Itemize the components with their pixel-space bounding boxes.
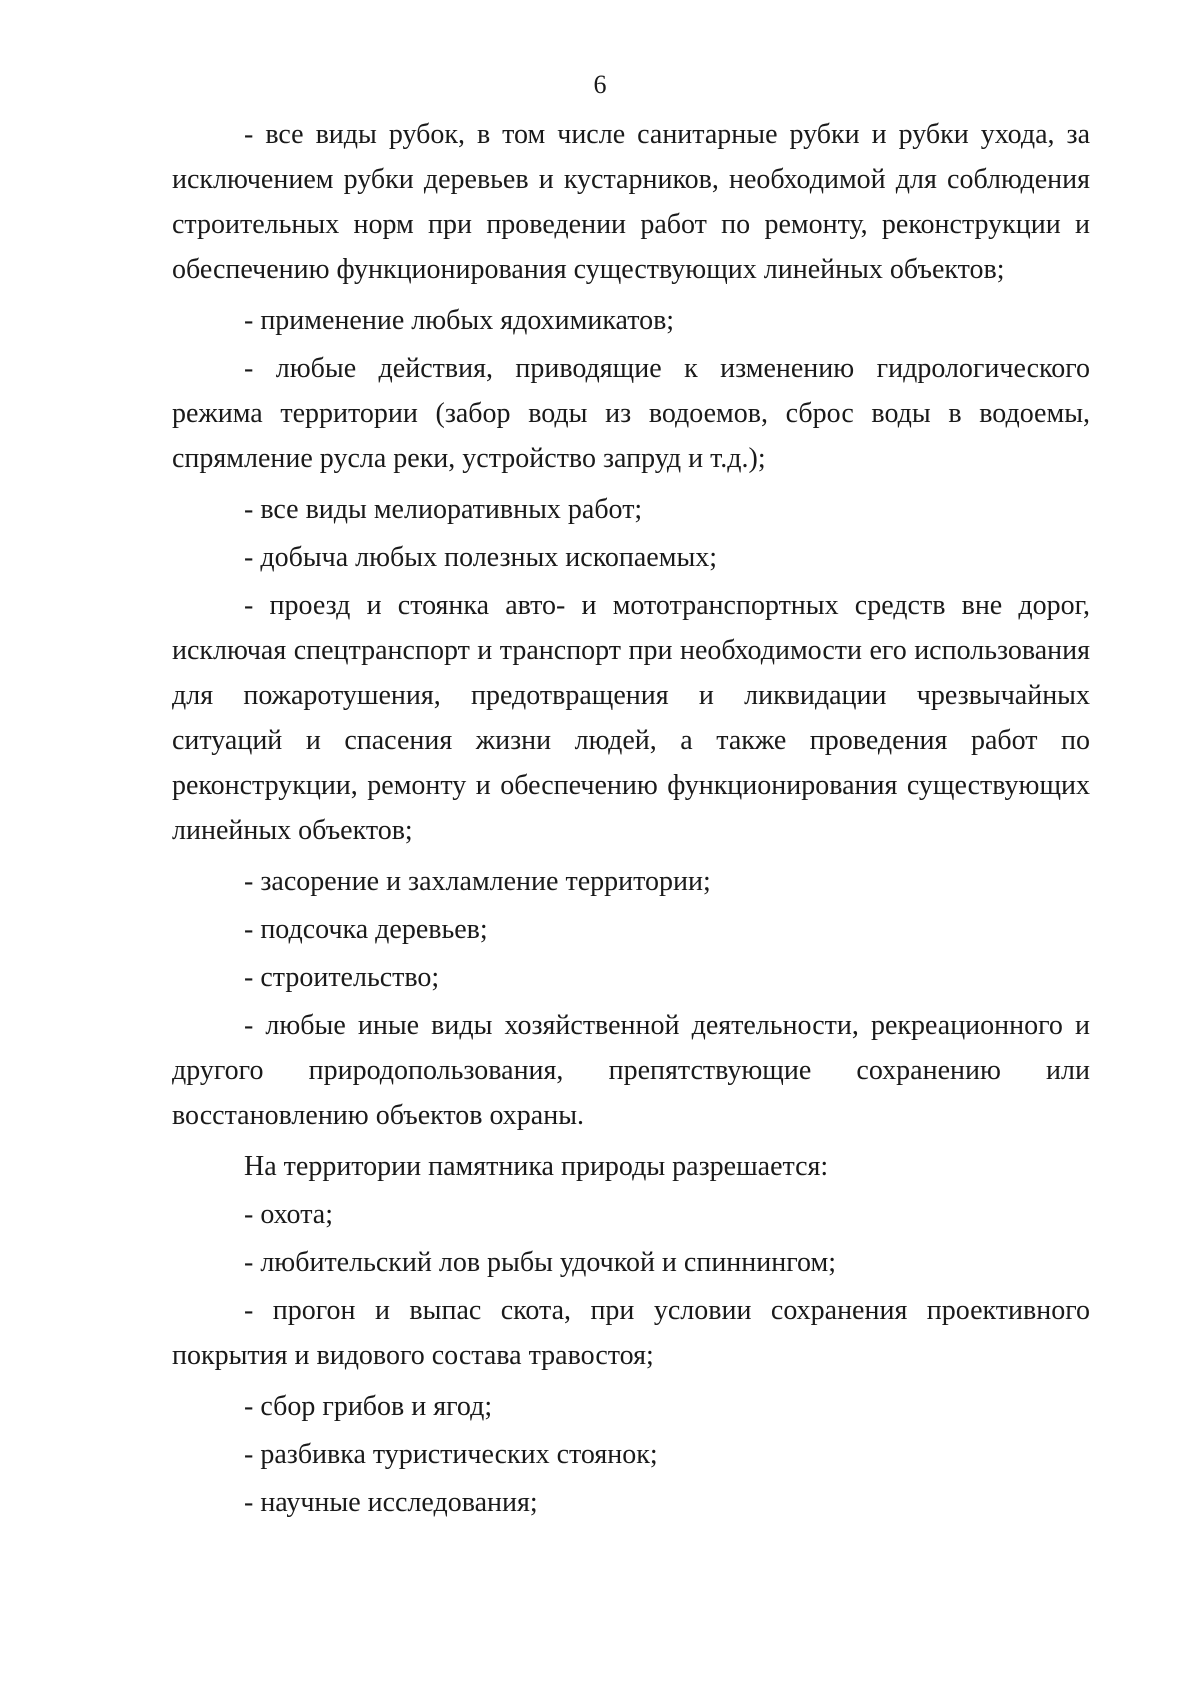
- paragraph-permitted-research: - научные исследования;: [244, 1487, 538, 1518]
- paragraph-prohibited-vehicles: - проезд и стоянка авто- и мототранспортных средств вне дорог, исключая спецтранспорт и транспорт при необходимости его использования для пожаротушения, предотвращения и ликвидации чрезвычайных ситуаций и спасения жизни людей, а также проведения работ по реконструкции, ремонту и обеспечению функционирования существующих линейных объектов;: [172, 590, 1090, 846]
- paragraph-prohibited-construction: - строительство;: [244, 962, 440, 993]
- page-number: 6: [593, 70, 607, 99]
- paragraph-prohibited-littering: - засорение и захламление территории;: [244, 866, 711, 897]
- body-text: [172, 112, 1090, 1528]
- paragraph-prohibited-melioration: - все виды мелиоративных работ;: [244, 494, 643, 525]
- paragraph-permitted-gathering: - сбор грибов и ягод;: [244, 1391, 493, 1422]
- paragraph-prohibited-other: - любые иные виды хозяйственной деятельности, рекреационного и другого природопользования, препятствующие сохранению или восстановлению объектов охраны.: [172, 1010, 1090, 1131]
- paragraph-prohibited-mining: - добыча любых полезных ископаемых;: [244, 542, 718, 573]
- paragraph-permitted-fishing: - любительский лов рыбы удочкой и спиннингом;: [244, 1247, 836, 1278]
- paragraph-prohibited-felling: - все виды рубок, в том числе санитарные рубки и рубки ухода, за исключением рубки деревьев и кустарников, необходимой для соблюдения строительных норм при проведении работ по ремонту, реконструкции и обеспечению функционирования существующих линейных объектов;: [172, 119, 1090, 285]
- paragraph-prohibited-pesticides: - применение любых ядохимикатов;: [244, 305, 675, 336]
- paragraph-prohibited-tapping: - подсочка деревьев;: [244, 914, 488, 945]
- paragraph-permitted-heading: На территории памятника природы разрешается:: [244, 1151, 829, 1182]
- paragraph-prohibited-hydrology: - любые действия, приводящие к изменению гидрологического режима территории (забор воды из водоемов, сброс воды в водоемы, спрямление русла реки, устройство запруд и т.д.);: [172, 353, 1090, 474]
- paragraph-permitted-camping: - разбивка туристических стоянок;: [244, 1439, 658, 1470]
- paragraph-permitted-hunting: - охота;: [244, 1199, 333, 1230]
- paragraph-permitted-grazing: - прогон и выпас скота, при условии сохранения проективного покрытия и видового состава травостоя;: [172, 1295, 1090, 1371]
